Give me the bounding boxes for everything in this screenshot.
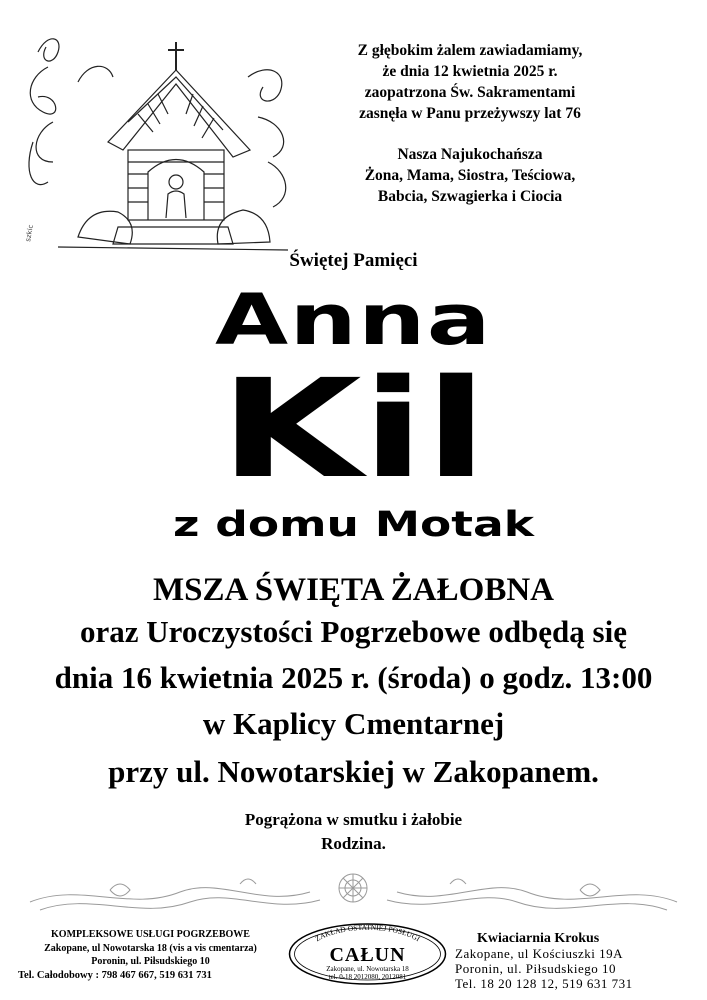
logo-name: CAŁUN [329, 944, 406, 966]
family-signature: Rodzina. [321, 834, 386, 853]
calun-logo [285, 918, 450, 986]
florist-address: Zakopane, ul Kościuszki 19A [455, 946, 624, 961]
grieving-line: Pogrążona w smutku i żałobie [244, 810, 463, 829]
logo-phone: tel. 0-18 2012080, 2012081 [328, 973, 407, 981]
family-line: Żona, Mama, Siostra, Teściowa, [364, 167, 576, 184]
funeral-services-address: Zakopane, ul Nowotarska 18 (vis a vis cmentarza) [44, 942, 257, 954]
funeral-place-line: w Kaplicy Cmentarnej [202, 706, 505, 741]
announcement-line: Z głębokim żalem zawiadamiamy, [357, 42, 583, 59]
grieving-family [0, 808, 707, 856]
announcement [305, 40, 635, 207]
svg-text:szkic: szkic [24, 224, 35, 243]
mass-title: MSZA ŚWIĘTA ŻAŁOBNA [153, 572, 554, 608]
funeral-services-info [18, 928, 283, 982]
shrine-illustration [18, 22, 303, 262]
funeral-services-title: KOMPLEKSOWE USŁUGI POGRZEBOWE [51, 929, 250, 940]
announcement-line: zasnęła w Panu przeżywszy lat 76 [359, 105, 581, 122]
deceased-maiden-name: z domu Motak [172, 505, 535, 545]
announcement-line: zaopatrzona Św. Sakramentami [364, 84, 576, 101]
florist-phone: Tel. 18 20 128 12, 519 631 731 [455, 976, 633, 991]
funeral-line: oraz Uroczystości Pogrzebowe odbędą się [80, 614, 627, 649]
deceased-first-name: Anna [215, 279, 492, 361]
logo-address: Zakopane, ul. Nowotarska 18 [326, 965, 409, 973]
funeral-services-phone: Tel. Całodobowy : 798 467 667, 519 631 731 [18, 969, 212, 981]
memory-label: Świętej Pamięci [289, 250, 418, 271]
logo-arc-text: ZAKŁAD OSTATNIEJ POSŁUGI [313, 922, 422, 944]
florist-address: Poronin, ul. Piłsudskiego 10 [455, 961, 616, 976]
florist-name: Kwiaciarnia Krokus [477, 931, 600, 946]
svg-text:ZAKŁAD OSTATNIEJ POSŁUGI [313, 923, 422, 944]
family-line: Nasza Najukochańsza [397, 146, 543, 163]
ornament-divider [20, 862, 687, 922]
family-line: Babcia, Szwagierka i Ciocia [377, 188, 563, 205]
funeral-address-line: przy ul. Nowotarskiej w Zakopanem. [108, 754, 599, 789]
florist-info [455, 931, 695, 991]
funeral-services-address: Poronin, ul. Piłsudskiego 10 [91, 956, 210, 967]
deceased-last-name: Kil [219, 351, 488, 509]
announcement-line: że dnia 12 kwietnia 2025 r. [382, 63, 558, 80]
funeral-date-line: dnia 16 kwietnia 2025 r. (środa) o godz. 13:00 [54, 660, 653, 695]
